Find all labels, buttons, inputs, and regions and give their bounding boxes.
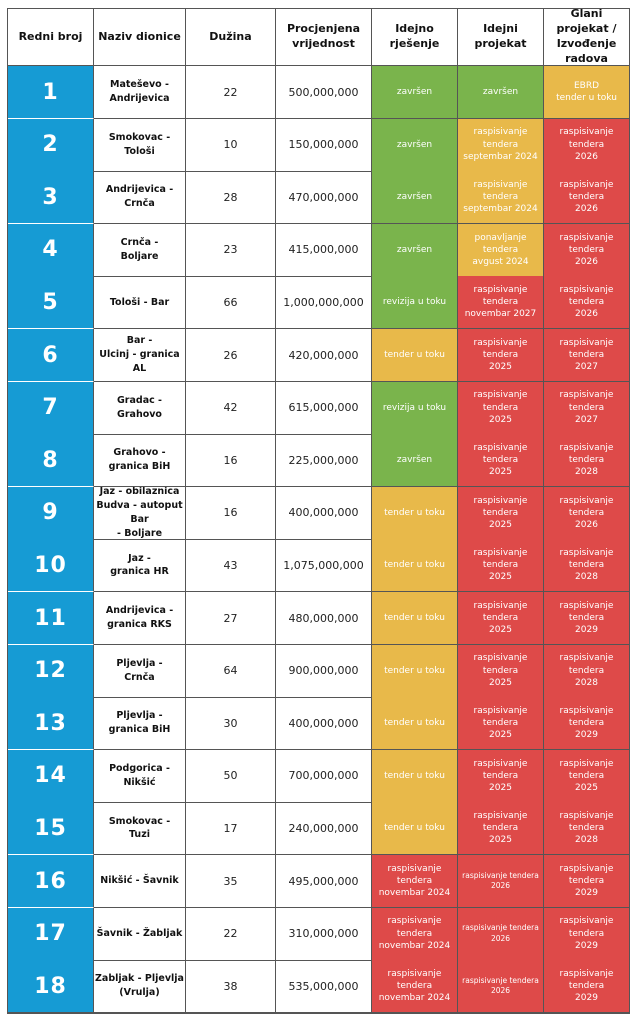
estimated-value: 1,000,000,000 bbox=[276, 276, 372, 329]
column-header: Idejno rješenje bbox=[372, 9, 458, 66]
column-header: Dužina bbox=[186, 9, 276, 66]
table-row bbox=[8, 276, 629, 329]
status-idejno: raspisivanje tendera novembar 2024 bbox=[372, 855, 458, 908]
estimated-value: 495,000,000 bbox=[276, 855, 372, 908]
column-header: Redni broj bbox=[8, 9, 94, 66]
section-length: 16 bbox=[186, 434, 276, 487]
status-projekat: raspisivanje tendera 2025 bbox=[458, 750, 544, 803]
section-name: Podgorica - Nikšić bbox=[94, 750, 186, 803]
section-length: 23 bbox=[186, 224, 276, 277]
status-idejno: raspisivanje tendera novembar 2024 bbox=[372, 908, 458, 961]
status-projekat: raspisivanje tendera 2025 bbox=[458, 539, 544, 592]
status-idejno: tender u toku bbox=[372, 802, 458, 855]
column-header: Naziv dionice bbox=[94, 9, 186, 66]
column-header: Glani projekat / Izvođenje radova bbox=[544, 9, 629, 66]
status-idejno: završen bbox=[372, 171, 458, 224]
status-idejno: revizija u toku bbox=[372, 276, 458, 329]
status-glavni: raspisivanje tendera 2026 bbox=[544, 119, 629, 172]
section-length: 17 bbox=[186, 802, 276, 855]
status-glavni: raspisivanje tendera 2028 bbox=[544, 645, 629, 698]
section-name: Jaz - granica HR bbox=[94, 539, 186, 592]
table-row bbox=[8, 592, 629, 645]
estimated-value: 420,000,000 bbox=[276, 329, 372, 382]
row-number: 18 bbox=[8, 960, 94, 1013]
table-row bbox=[8, 960, 629, 1013]
row-number: 9 bbox=[8, 487, 94, 540]
status-projekat: raspisivanje tendera septembar 2024 bbox=[458, 119, 544, 172]
status-glavni: raspisivanje tendera 2026 bbox=[544, 276, 629, 329]
status-idejno: revizija u toku bbox=[372, 382, 458, 435]
section-length: 42 bbox=[186, 382, 276, 435]
status-projekat: završen bbox=[458, 66, 544, 119]
status-idejno: tender u toku bbox=[372, 645, 458, 698]
row-number: 4 bbox=[8, 224, 94, 277]
status-projekat: raspisivanje tendera novembar 2027 bbox=[458, 276, 544, 329]
section-length: 27 bbox=[186, 592, 276, 645]
table-row bbox=[8, 750, 629, 803]
section-name: Tološi - Bar bbox=[94, 276, 186, 329]
table-row bbox=[8, 802, 629, 855]
section-length: 35 bbox=[186, 855, 276, 908]
column-header: Procjenjena vrijednost bbox=[276, 9, 372, 66]
section-name: Gradac - Grahovo bbox=[94, 382, 186, 435]
table-row bbox=[8, 539, 629, 592]
estimated-value: 310,000,000 bbox=[276, 908, 372, 961]
row-number: 15 bbox=[8, 802, 94, 855]
status-idejno: tender u toku bbox=[372, 592, 458, 645]
section-name: Zabljak - Pljevlja (Vrulja) bbox=[94, 960, 186, 1013]
row-number: 2 bbox=[8, 119, 94, 172]
status-glavni: raspisivanje tendera 2025 bbox=[544, 750, 629, 803]
section-length: 30 bbox=[186, 697, 276, 750]
status-idejno: tender u toku bbox=[372, 697, 458, 750]
row-number: 5 bbox=[8, 276, 94, 329]
status-idejno: tender u toku bbox=[372, 539, 458, 592]
status-glavni: raspisivanje tendera 2027 bbox=[544, 382, 629, 435]
status-projekat: raspisivanje tendera 2025 bbox=[458, 802, 544, 855]
status-projekat: raspisivanje tendera 2025 bbox=[458, 382, 544, 435]
row-number: 11 bbox=[8, 592, 94, 645]
status-idejno: tender u toku bbox=[372, 487, 458, 540]
status-glavni: raspisivanje tendera 2028 bbox=[544, 802, 629, 855]
row-number: 8 bbox=[8, 434, 94, 487]
status-projekat: raspisivanje tendera 2025 bbox=[458, 434, 544, 487]
section-length: 64 bbox=[186, 645, 276, 698]
estimated-value: 500,000,000 bbox=[276, 66, 372, 119]
status-idejno: završen bbox=[372, 224, 458, 277]
row-number: 10 bbox=[8, 539, 94, 592]
section-name: Bar - Ulcinj - granica AL bbox=[94, 329, 186, 382]
section-name: Jaz - obilaznica Budva - autoput Bar - Boljare bbox=[94, 487, 186, 540]
estimated-value: 900,000,000 bbox=[276, 645, 372, 698]
status-projekat: raspisivanje tendera 2025 bbox=[458, 329, 544, 382]
table-row bbox=[8, 66, 629, 119]
section-length: 10 bbox=[186, 119, 276, 172]
table-row bbox=[8, 434, 629, 487]
section-name: Pljevlja - Crnča bbox=[94, 645, 186, 698]
estimated-value: 615,000,000 bbox=[276, 382, 372, 435]
section-name: Nikšić - Šavnik bbox=[94, 855, 186, 908]
section-name: Smokovac - Tuzi bbox=[94, 802, 186, 855]
status-idejno: završen bbox=[372, 434, 458, 487]
status-projekat: raspisivanje tendera 2025 bbox=[458, 592, 544, 645]
table-row bbox=[8, 224, 629, 277]
section-name: Crnča - Boljare bbox=[94, 224, 186, 277]
table-row bbox=[8, 119, 629, 172]
estimated-value: 240,000,000 bbox=[276, 802, 372, 855]
estimated-value: 400,000,000 bbox=[276, 487, 372, 540]
section-name: Šavnik - Žabljak bbox=[94, 908, 186, 961]
status-glavni: raspisivanje tendera 2029 bbox=[544, 697, 629, 750]
row-number: 3 bbox=[8, 171, 94, 224]
table-row bbox=[8, 908, 629, 961]
status-idejno: završen bbox=[372, 66, 458, 119]
status-idejno: tender u toku bbox=[372, 750, 458, 803]
estimated-value: 480,000,000 bbox=[276, 592, 372, 645]
status-projekat: raspisivanje tendera 2026 bbox=[458, 908, 544, 961]
status-projekat: raspisivanje tendera septembar 2024 bbox=[458, 171, 544, 224]
status-projekat: raspisivanje tendera 2026 bbox=[458, 960, 544, 1013]
section-name: Andrijevica - Crnča bbox=[94, 171, 186, 224]
status-glavni: raspisivanje tendera 2029 bbox=[544, 908, 629, 961]
section-length: 43 bbox=[186, 539, 276, 592]
section-length: 22 bbox=[186, 66, 276, 119]
status-idejno: završen bbox=[372, 119, 458, 172]
status-glavni: EBRD tender u toku bbox=[544, 66, 629, 119]
status-glavni: raspisivanje tendera 2029 bbox=[544, 855, 629, 908]
section-name: Andrijevica - granica RKS bbox=[94, 592, 186, 645]
status-projekat: raspisivanje tendera 2026 bbox=[458, 855, 544, 908]
estimated-value: 470,000,000 bbox=[276, 171, 372, 224]
table-row bbox=[8, 171, 629, 224]
row-number: 12 bbox=[8, 645, 94, 698]
status-projekat: raspisivanje tendera 2025 bbox=[458, 697, 544, 750]
estimated-value: 415,000,000 bbox=[276, 224, 372, 277]
header-row bbox=[8, 9, 629, 66]
estimated-value: 535,000,000 bbox=[276, 960, 372, 1013]
status-projekat: raspisivanje tendera 2025 bbox=[458, 487, 544, 540]
table-row bbox=[8, 645, 629, 698]
status-projekat: ponavljanje tendera avgust 2024 bbox=[458, 224, 544, 277]
section-length: 38 bbox=[186, 960, 276, 1013]
row-number: 6 bbox=[8, 329, 94, 382]
row-number: 16 bbox=[8, 855, 94, 908]
table-row bbox=[8, 697, 629, 750]
row-number: 14 bbox=[8, 750, 94, 803]
section-name: Smokovac - Tološi bbox=[94, 119, 186, 172]
status-idejno: raspisivanje tendera novembar 2024 bbox=[372, 960, 458, 1013]
status-idejno: tender u toku bbox=[372, 329, 458, 382]
status-glavni: raspisivanje tendera 2028 bbox=[544, 539, 629, 592]
estimated-value: 1,075,000,000 bbox=[276, 539, 372, 592]
status-projekat: raspisivanje tendera 2025 bbox=[458, 645, 544, 698]
table-row bbox=[8, 329, 629, 382]
status-glavni: raspisivanje tendera 2027 bbox=[544, 329, 629, 382]
table-row bbox=[8, 855, 629, 908]
section-length: 16 bbox=[186, 487, 276, 540]
row-number: 13 bbox=[8, 697, 94, 750]
status-glavni: raspisivanje tendera 2028 bbox=[544, 434, 629, 487]
section-name: Mateševo - Andrijevica bbox=[94, 66, 186, 119]
section-length: 66 bbox=[186, 276, 276, 329]
section-name: Pljevlja - granica BiH bbox=[94, 697, 186, 750]
section-length: 50 bbox=[186, 750, 276, 803]
status-glavni: raspisivanje tendera 2029 bbox=[544, 960, 629, 1013]
estimated-value: 225,000,000 bbox=[276, 434, 372, 487]
estimated-value: 700,000,000 bbox=[276, 750, 372, 803]
estimated-value: 150,000,000 bbox=[276, 119, 372, 172]
column-header: Idejni projekat bbox=[458, 9, 544, 66]
highway-sections-table bbox=[7, 8, 630, 1014]
section-length: 26 bbox=[186, 329, 276, 382]
section-length: 22 bbox=[186, 908, 276, 961]
status-glavni: raspisivanje tendera 2029 bbox=[544, 592, 629, 645]
table-row bbox=[8, 487, 629, 540]
status-glavni: raspisivanje tendera 2026 bbox=[544, 224, 629, 277]
row-number: 1 bbox=[8, 66, 94, 119]
table-row bbox=[8, 382, 629, 435]
row-number: 7 bbox=[8, 382, 94, 435]
section-length: 28 bbox=[186, 171, 276, 224]
section-name: Grahovo - granica BiH bbox=[94, 434, 186, 487]
estimated-value: 400,000,000 bbox=[276, 697, 372, 750]
row-number: 17 bbox=[8, 908, 94, 961]
status-glavni: raspisivanje tendera 2026 bbox=[544, 171, 629, 224]
status-glavni: raspisivanje tendera 2026 bbox=[544, 487, 629, 540]
